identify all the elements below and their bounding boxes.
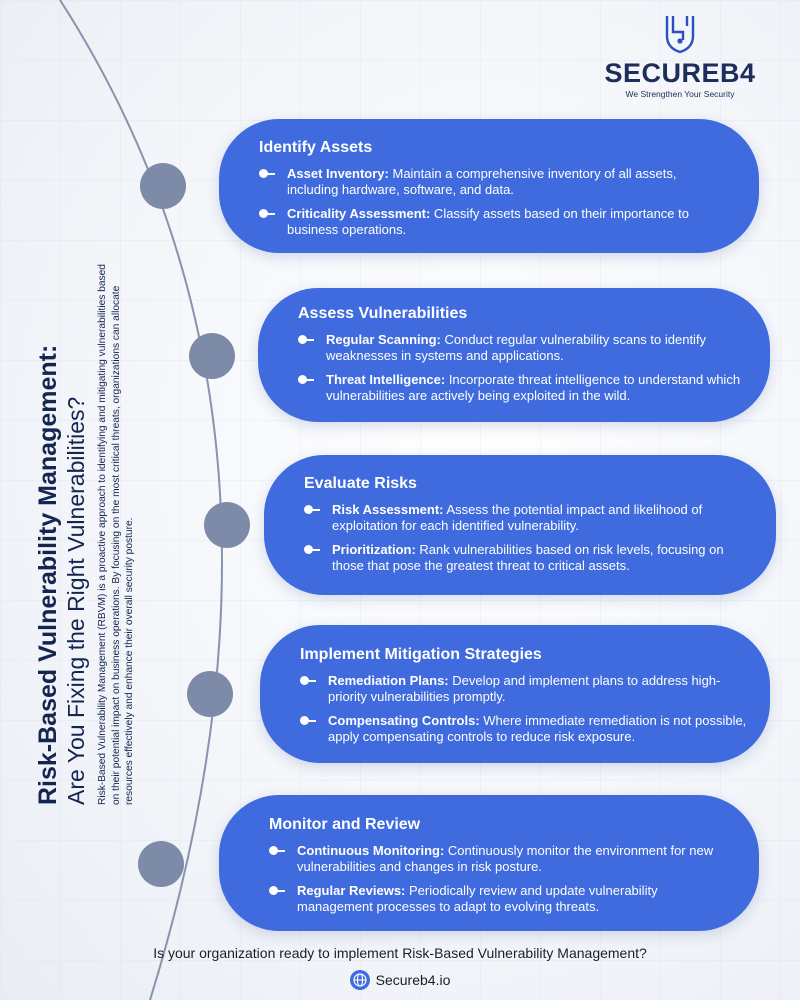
bullet-icon <box>304 504 322 516</box>
item-label: Risk Assessment: <box>332 502 444 517</box>
item-label: Threat Intelligence: <box>326 372 446 387</box>
list-item <box>300 713 748 744</box>
timeline-node <box>189 333 235 379</box>
bullet-icon <box>298 374 316 386</box>
bullet-icon <box>304 544 322 556</box>
item-text: Assess the potential impact and likelihood of exploitation for each identified vulnerability. <box>332 502 703 533</box>
bullet-icon <box>298 334 316 346</box>
brand-tagline: We Strengthen Your Security <box>625 89 735 99</box>
timeline-node <box>204 502 250 548</box>
item-text: Where immediate remediation is not possible, apply compensating controls to reduce risk exposure. <box>328 713 747 744</box>
bullet-icon <box>300 715 318 727</box>
list-item <box>259 166 719 197</box>
item-text: Continuously monitor the environment for new vulnerabilities and changes in risk posture. <box>297 843 714 874</box>
item-text: Develop and implement plans to address high-priority vulnerabilities promptly. <box>328 673 721 704</box>
vertical-intro <box>34 245 194 805</box>
item-text: Incorporate threat intelligence to understand which vulnerabilities are actively being exploited in the wild. <box>326 372 741 403</box>
section-card-identify-assets <box>219 119 759 253</box>
list-item <box>269 883 729 914</box>
section-card-implement-mitigation <box>260 625 770 763</box>
item-label: Prioritization: <box>332 542 416 557</box>
item-text: Maintain a comprehensive inventory of all assets, including hardware, software, and data. <box>287 166 677 197</box>
item-label: Remediation Plans: <box>328 673 449 688</box>
timeline-node <box>187 671 233 717</box>
intro-description: Risk-Based Vulnerability Management (RBVM) is a proactive approach to identifying and mitigating vulnerabilities based on their potential impact on business operations. By focusing on the most critical threats, organizations can allocate resources effectively and enhance their overall security posture. <box>97 264 135 805</box>
section-card-assess-vulnerabilities <box>258 288 770 422</box>
page-title: Risk-Based Vulnerability Management: <box>34 344 62 805</box>
footer-question: Is your organization ready to implement Risk-Based Vulnerability Management? <box>153 945 647 961</box>
website-link[interactable] <box>0 970 800 990</box>
page-subtitle: Are You Fixing the Right Vulnerabilities? <box>63 396 89 805</box>
list-item <box>269 843 729 874</box>
item-text: Classify assets based on their importance to business operations. <box>287 206 689 237</box>
shield-icon <box>663 14 697 54</box>
bullet-icon <box>259 168 277 180</box>
section-title: Identify Assets <box>259 139 373 156</box>
list-item <box>298 332 746 363</box>
item-label: Regular Scanning: <box>326 332 441 347</box>
section-title: Evaluate Risks <box>304 475 417 492</box>
list-item <box>304 502 752 533</box>
section-title: Implement Mitigation Strategies <box>300 646 542 663</box>
item-label: Regular Reviews: <box>297 883 406 898</box>
item-text: Rank vulnerabilities based on risk levels, focusing on those that pose the greatest threat to critical assets. <box>332 542 724 573</box>
item-text: Conduct regular vulnerability scans to identify weaknesses in systems and applications. <box>326 332 707 363</box>
brand-logo <box>600 14 760 99</box>
bullet-icon <box>269 845 287 857</box>
list-item <box>300 673 748 704</box>
bullet-icon <box>259 208 277 220</box>
timeline-node <box>140 163 186 209</box>
list-item <box>259 206 719 237</box>
section-card-monitor-review <box>219 795 759 931</box>
timeline-node <box>138 841 184 887</box>
item-label: Compensating Controls: <box>328 713 480 728</box>
bullet-icon <box>269 885 287 897</box>
list-item <box>304 542 752 573</box>
section-card-evaluate-risks <box>264 455 776 595</box>
item-label: Criticality Assessment: <box>287 206 431 221</box>
globe-icon <box>350 970 370 990</box>
item-label: Continuous Monitoring: <box>297 843 445 858</box>
website-text[interactable]: Secureb4.io <box>375 972 451 988</box>
brand-name: SECUREB4 <box>604 58 756 88</box>
item-label: Asset Inventory: <box>287 166 389 181</box>
bullet-icon <box>300 675 318 687</box>
item-text: Periodically review and update vulnerability management processes to adapt to evolving threats. <box>297 883 658 914</box>
section-title: Monitor and Review <box>269 816 421 833</box>
section-title: Assess Vulnerabilities <box>298 305 468 322</box>
list-item <box>298 372 746 403</box>
